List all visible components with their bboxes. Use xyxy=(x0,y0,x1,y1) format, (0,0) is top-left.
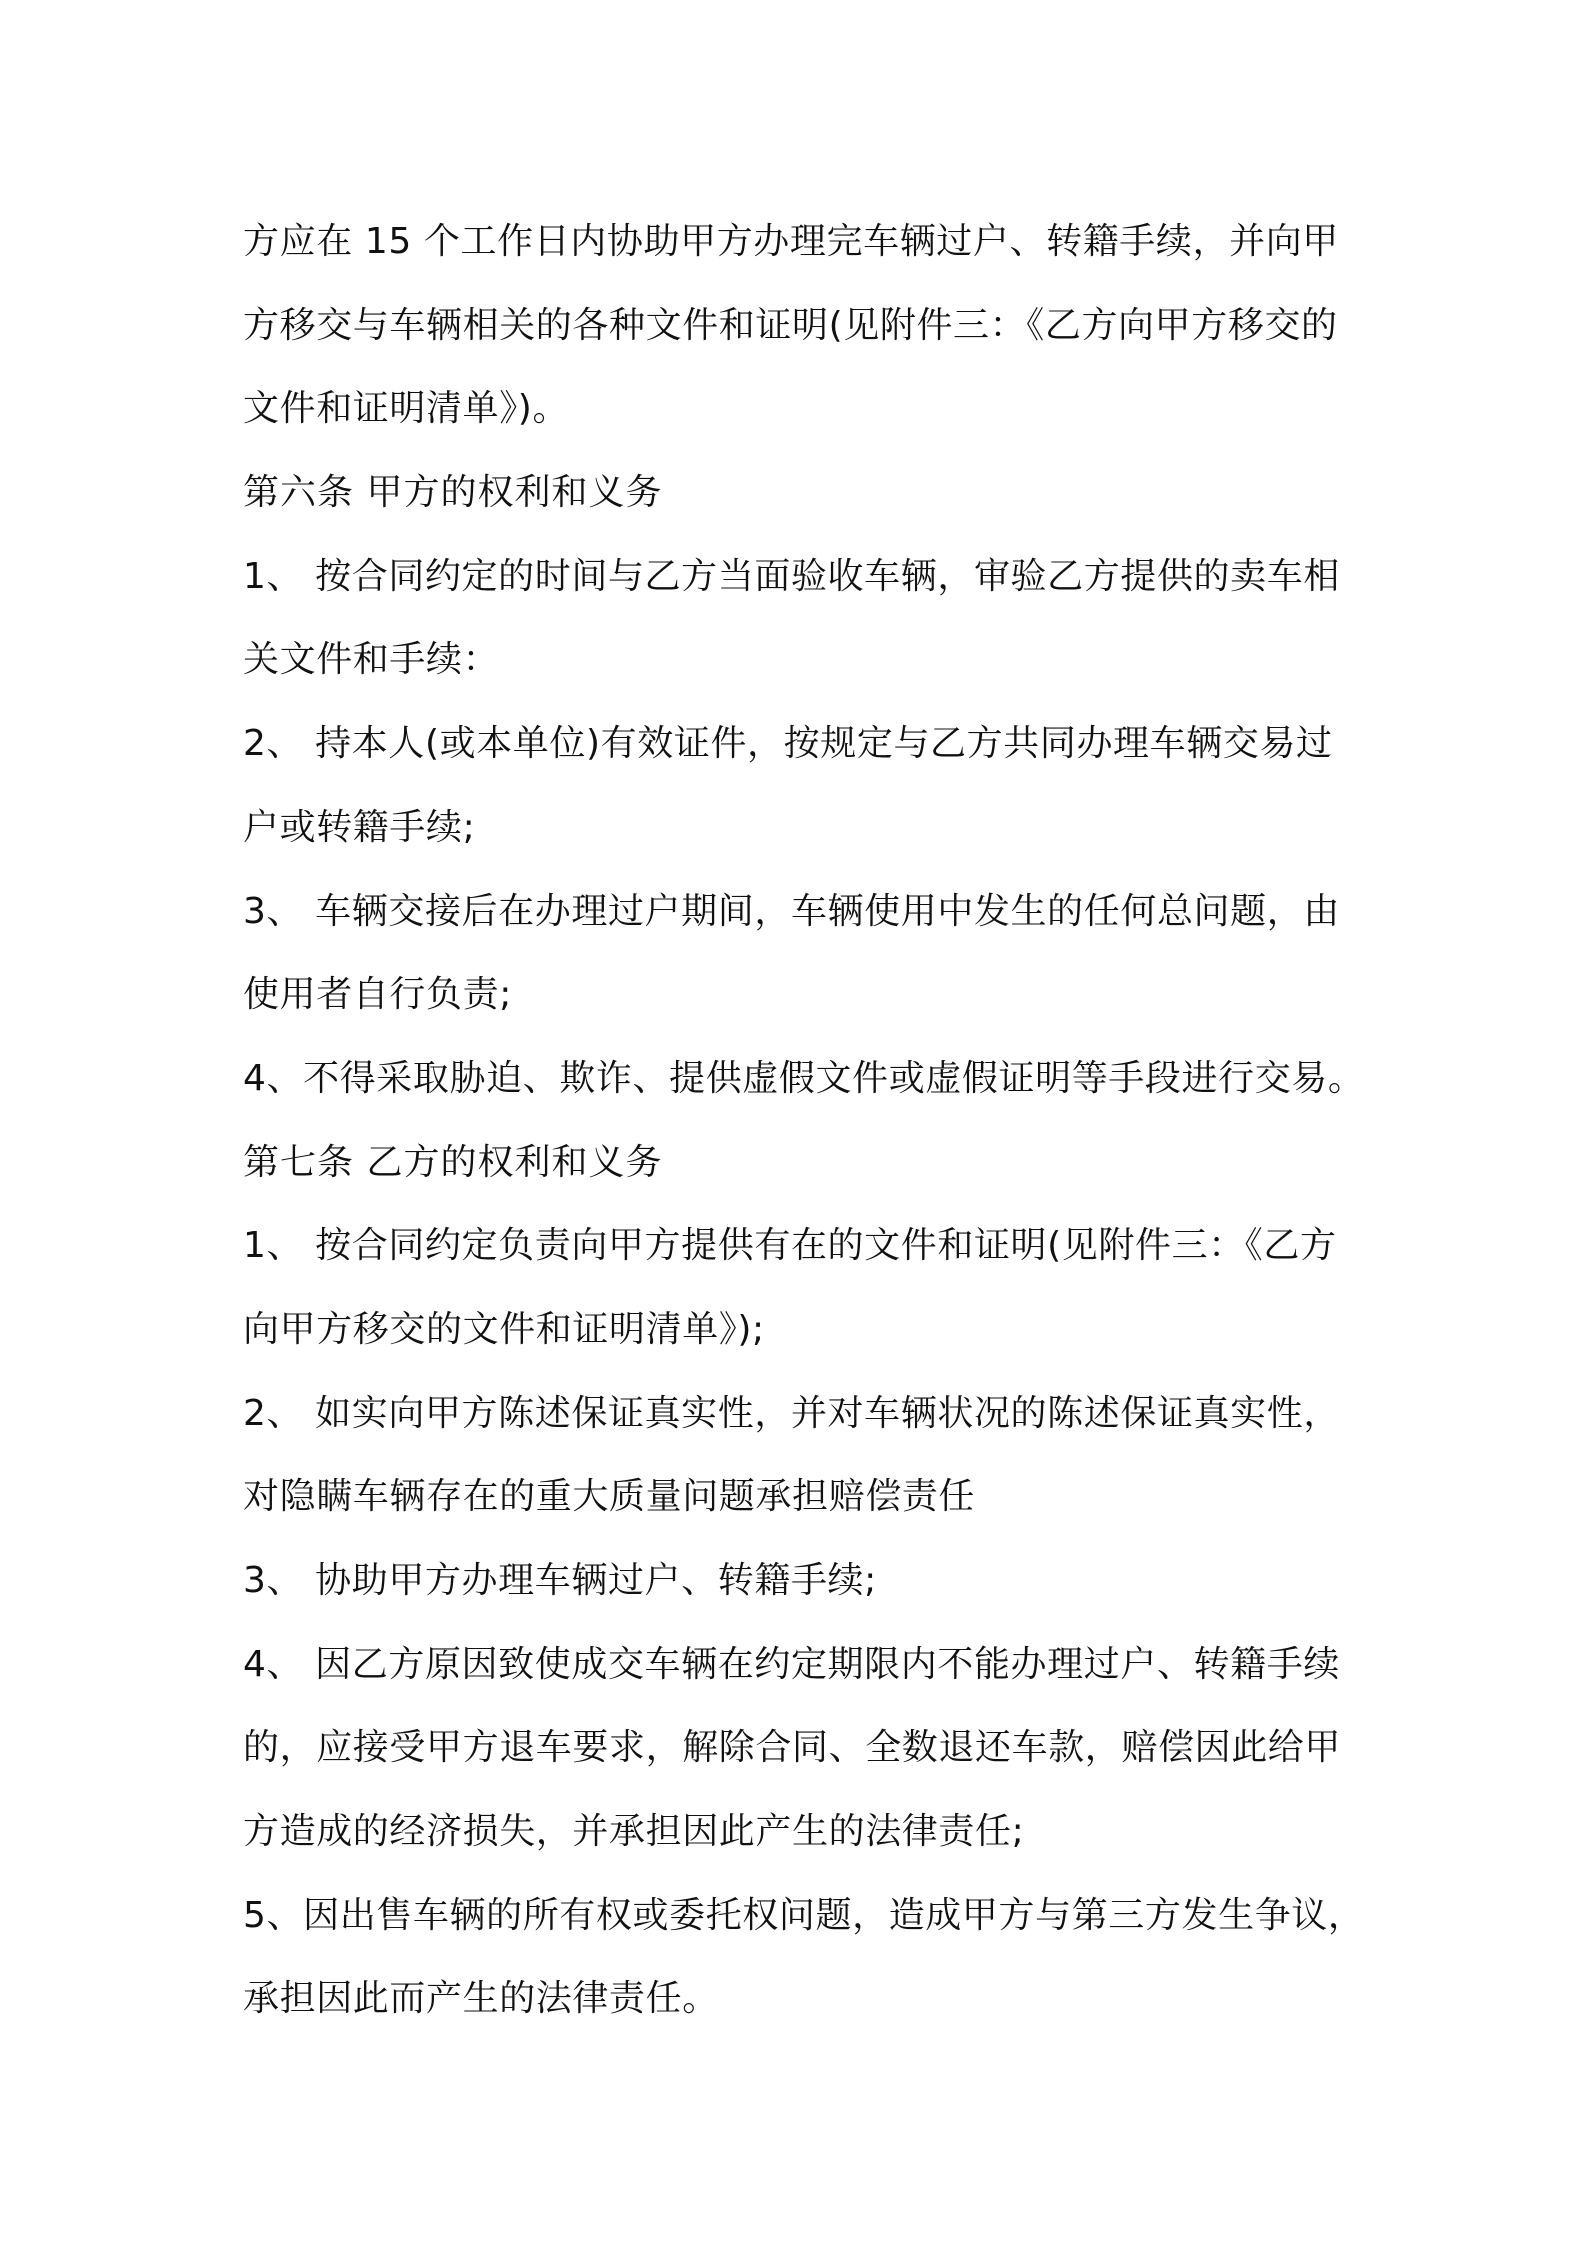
document-body xyxy=(243,200,1365,2041)
list-item-text: 2、 持本人(或本单位)有效证件，按规定与乙方共同办理车辆交易过 xyxy=(243,723,1333,765)
list-item-text: 3、 车辆交接后在办理过户期间，车辆使用中发生的任何总问题，由 xyxy=(243,890,1340,932)
list-item-text: 4、不得采取胁迫、欺诈、提供虚假文件或虚假证明等手段进行交易。 xyxy=(243,1057,1365,1099)
list-item-text: 1、 按合同约定的时间与乙方当面验收车辆，审验乙方提供的卖车相 xyxy=(243,555,1340,597)
list-item-text: 的，应接受甲方退车要求，解除合同、全数退还车款，赔偿因此给甲 xyxy=(243,1727,1342,1769)
list-item-text: 使用者自行负责; xyxy=(243,974,512,1016)
text-line: 方移交与车辆相关的各种文件和证明(见附件三：《乙方向甲方移交的 xyxy=(243,304,1338,346)
list-item-text: 户或转籍手续; xyxy=(243,806,476,848)
list-item-text: 3、 协助甲方办理车辆过户、转籍手续; xyxy=(243,1560,877,1601)
text-line: 文件和证明清单》)。 xyxy=(243,388,570,430)
list-item-text: 方造成的经济损失，并承担因此产生的法律责任; xyxy=(243,1811,1025,1853)
list-item-text: 关文件和手续： xyxy=(243,639,500,681)
text-line: 方应在 15 个工作日内协助甲方办理完车辆过户、转籍手续，并向甲 xyxy=(243,221,1339,262)
list-item-text: 1、 按合同约定负责向甲方提供有在的文件和证明(见附件三：《乙方 xyxy=(243,1225,1337,1267)
section-heading-article-7: 第七条 乙方的权利和义务 xyxy=(243,1141,663,1183)
list-item-text: 5、因出售车辆的所有权或委托权问题，造成甲方与第三方发生争议， xyxy=(243,1894,1365,1936)
list-item-text: 对隐瞒车辆存在的重大质量问题承担赔偿责任 xyxy=(243,1476,976,1518)
list-item-text: 2、 如实向甲方陈述保证真实性，并对车辆状况的陈述保证真实性， xyxy=(243,1392,1340,1434)
list-item-text: 向甲方移交的文件和证明清单》); xyxy=(243,1308,765,1350)
list-item-text: 4、 因乙方原因致使成交车辆在约定期限内不能办理过户、转籍手续 xyxy=(243,1643,1340,1685)
list-item-text: 承担因此而产生的法律责任。 xyxy=(243,1978,719,2020)
section-heading-article-6: 第六条 甲方的权利和义务 xyxy=(243,472,663,514)
